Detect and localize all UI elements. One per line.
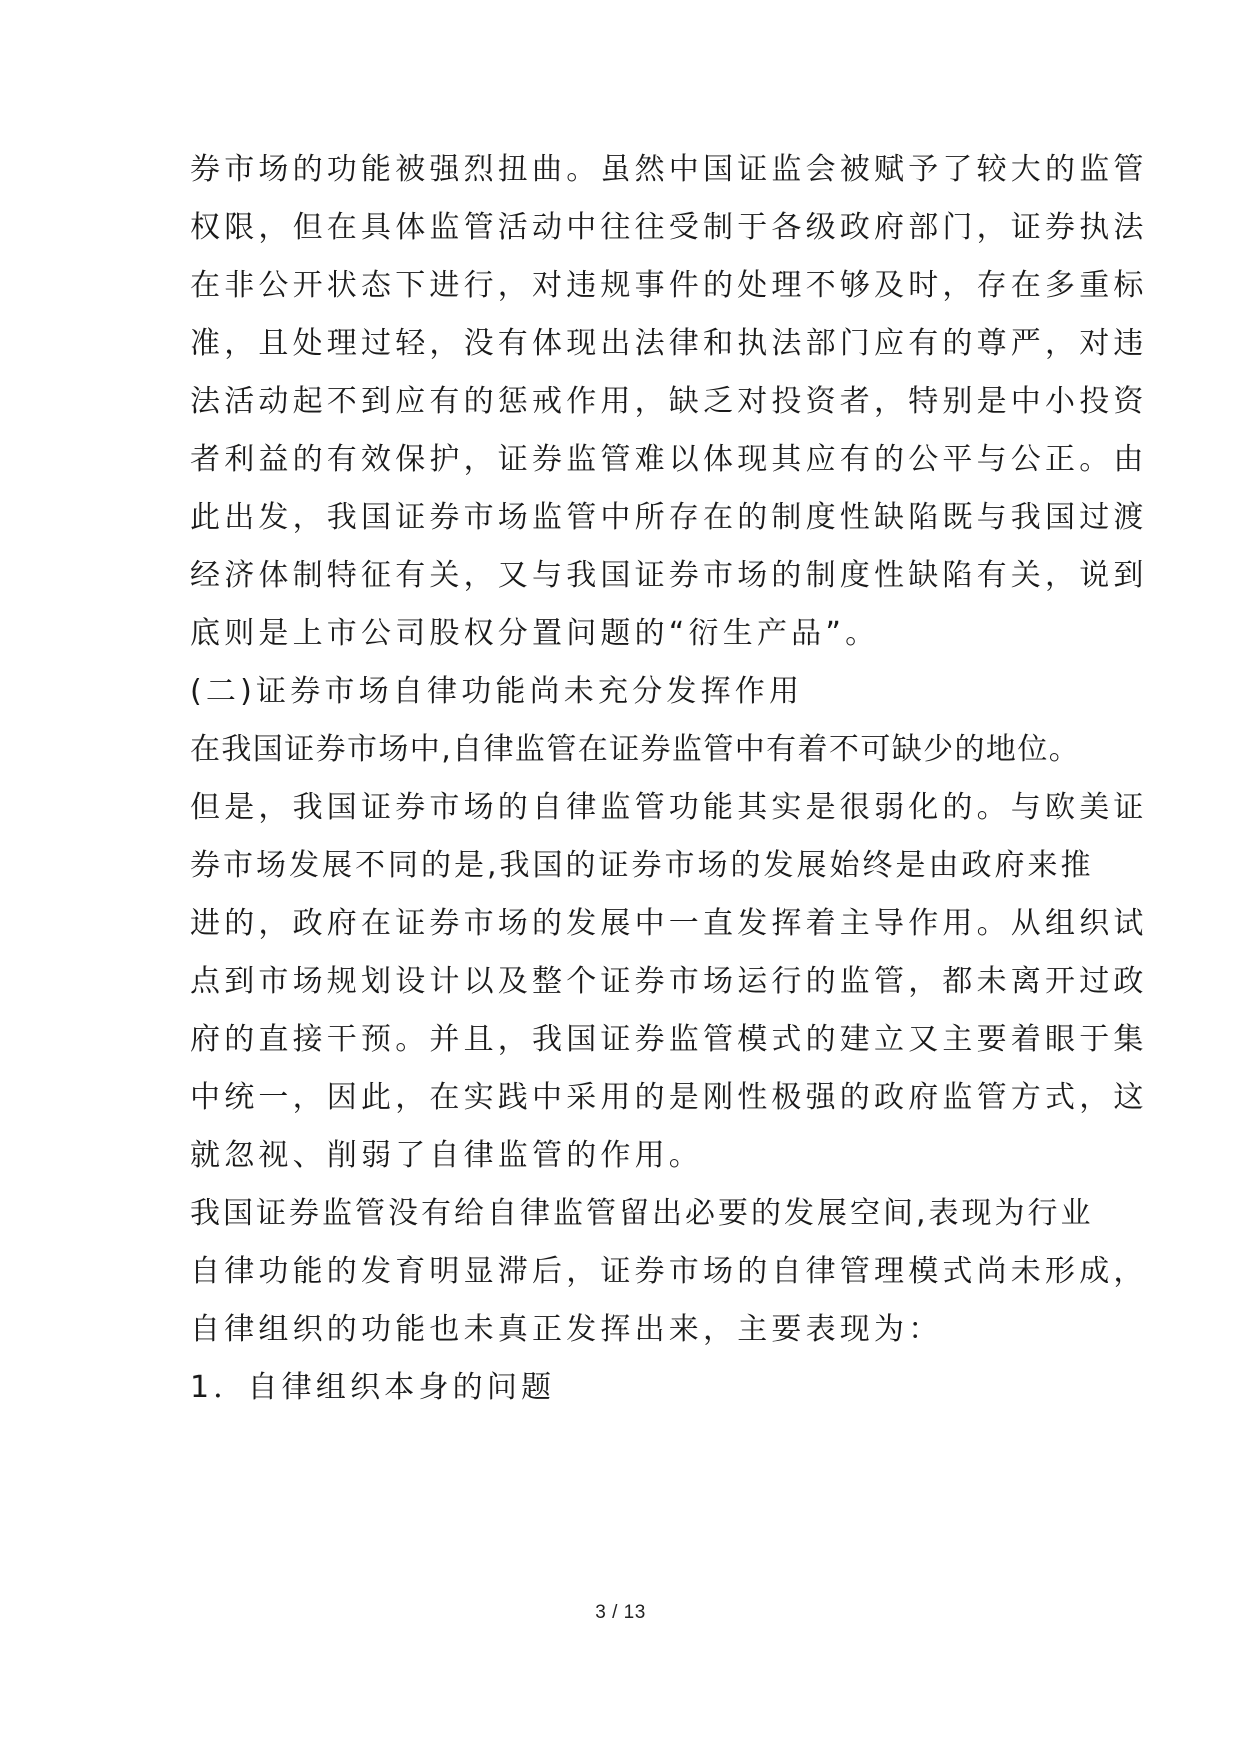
text-line: 券市场发展不同的是,我国的证券市场的发展始终是由政府来推 <box>190 848 1094 883</box>
text-line: 我国证券监管没有给自律监管留出必要的发展空间,表现为行业 <box>190 1196 1094 1231</box>
text-line: 法活动起不到应有的惩戒作用，缺乏对投资者，特别是中小投资 <box>190 384 1148 419</box>
text-line: 者利益的有效保护，证券监管难以体现其应有的公平与公正。由 <box>190 442 1148 477</box>
text-line: 但是，我国证券市场的自律监管功能其实是很弱化的。与欧美证 <box>190 790 1148 825</box>
text-line: 经济体制特征有关，又与我国证券市场的制度性缺陷有关，说到 <box>190 558 1148 593</box>
text-line: 此出发，我国证券市场监管中所存在的制度性缺陷既与我国过渡 <box>190 500 1148 535</box>
text-line: 中统一，因此，在实践中采用的是刚性极强的政府监管方式，这 <box>190 1080 1148 1115</box>
text-line: 准，且处理过轻，没有体现出法律和执法部门应有的尊严，对违 <box>190 326 1148 361</box>
text-line: 权限，但在具体监管活动中往往受制于各级政府部门，证券执法 <box>190 210 1148 245</box>
text-line: 就忽视、削弱了自律监管的作用。 <box>190 1138 703 1173</box>
text-line: 自律组织的功能也未真正发挥出来，主要表现为： <box>190 1312 943 1347</box>
page-number: 3 / 13 <box>595 1602 646 1623</box>
text-line: 点到市场规划设计以及整个证券市场运行的监管，都未离开过政 <box>190 964 1148 999</box>
text-line: 券市场的功能被强烈扭曲。虽然中国证监会被赋予了较大的监管 <box>190 152 1148 187</box>
text-line: 底则是上市公司股权分置问题的“衍生产品”。 <box>190 616 880 651</box>
text-line: 在非公开状态下进行，对违规事件的处理不够及时，存在多重标 <box>190 268 1148 303</box>
subsection-heading: 1．自律组织本身的问题 <box>190 1370 556 1405</box>
text-line: 自律功能的发育明显滞后，证券市场的自律管理模式尚未形成， <box>190 1254 1148 1289</box>
text-line: 府的直接干预。并且，我国证券监管模式的建立又主要着眼于集 <box>190 1022 1148 1057</box>
text-line: 在我国证券市场中,自律监管在证券监管中有着不可缺少的地位。 <box>190 732 1081 767</box>
text-line: 进的，政府在证券市场的发展中一直发挥着主导作用。从组织试 <box>190 906 1148 941</box>
section-heading: (二)证券市场自律功能尚未充分发挥作用 <box>190 674 804 709</box>
